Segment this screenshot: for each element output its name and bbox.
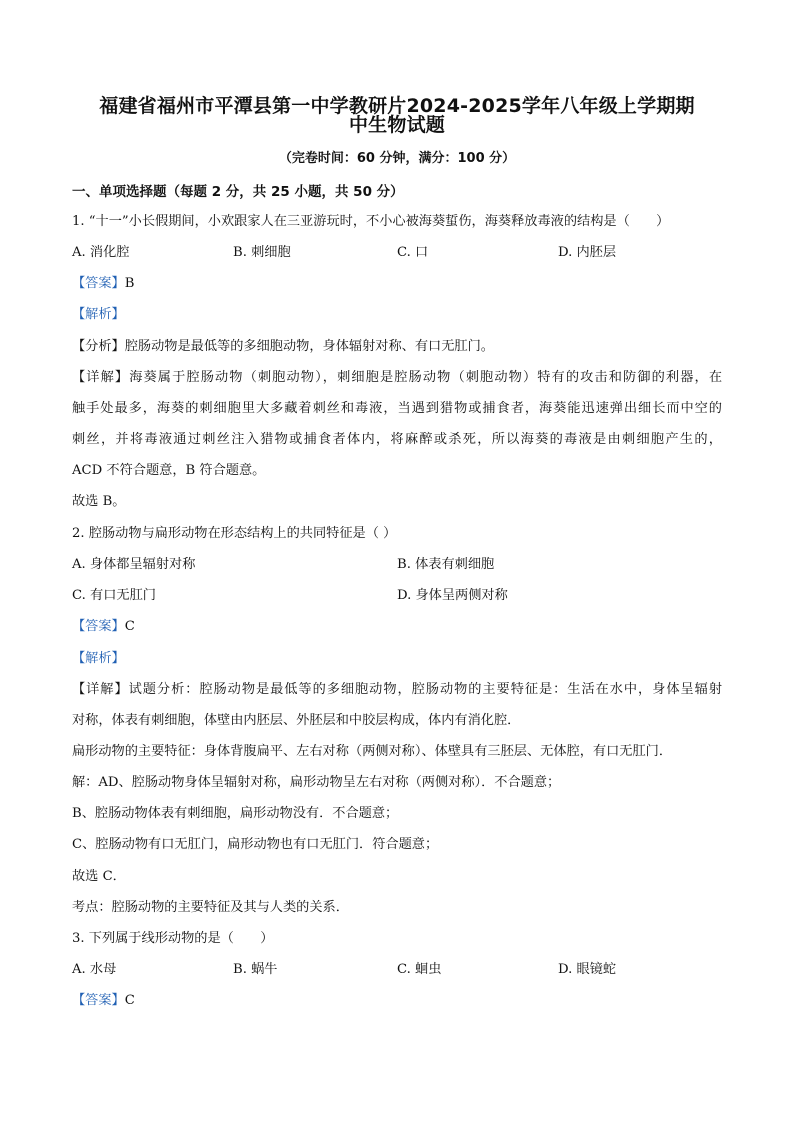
question-1-option-c: C. 口 (397, 245, 429, 260)
detail-text: 试题分析：腔肠动物是最低等的多细胞动物，腔肠动物的主要特征是：生活在水中，身体呈辐射 (128, 682, 722, 697)
question-2-detail-line4: 解：AD、腔肠动物身体呈辐射对称，扁形动物呈左右对称（两侧对称）．不合题意； (72, 775, 561, 790)
question-1-answer (72, 275, 722, 293)
question-2-kaodian: 考点：腔肠动物的主要特征及其与人类的关系． (72, 900, 349, 915)
question-1-detail-line4: ACD 不符合题意，B 符合题意。 (72, 463, 266, 478)
question-1-option-b: B. 刺细胞 (233, 245, 291, 260)
question-2-option-d: D. 身体呈两侧对称 (397, 588, 508, 603)
question-3-option-d: D. 眼镜蛇 (558, 962, 617, 977)
answer-tag: 【答案】 (72, 276, 125, 291)
answer-value: C (124, 993, 135, 1008)
analysis-tag: 【解析】 (72, 651, 125, 666)
question-2-option-b: B. 体表有刺细胞 (397, 557, 495, 572)
question-1-detail-line1 (72, 369, 722, 387)
question-2-conclusion: 故选 C． (72, 869, 126, 884)
question-1-detail-line2: 触手处最多，海葵的刺细胞里大多藏着刺丝和毒液，当遇到猎物或捕食者，海葵能迅速弹出细长而中空的 (72, 401, 722, 416)
answer-tag: 【答案】 (72, 993, 125, 1008)
question-3-option-c: C. 蛔虫 (397, 962, 442, 977)
question-2-option-c: C. 有口无肛门 (72, 588, 156, 603)
question-2-option-a: A. 身体都呈辐射对称 (72, 557, 196, 572)
page-title-line2: 中生物试题 (348, 114, 445, 136)
question-2-stem: 2. 腔肠动物与扁形动物在形态结构上的共同特征是（ ） (72, 526, 397, 541)
question-1-option-d: D. 内胚层 (558, 245, 617, 260)
question-1-option-a: A. 消化腔 (72, 245, 130, 260)
question-2-detail-line5: B、腔肠动物体表有刺细胞，扁形动物没有．不合题意； (72, 806, 399, 821)
detail-text: 海葵属于腔肠动物（刺胞动物），刺细胞是腔肠动物（刺胞动物）特有的攻击和防御的利器，在 (129, 370, 723, 385)
fenxi-tag: 【分析】 (72, 339, 125, 354)
detail-tag: 【详解】 (72, 370, 130, 385)
analysis-tag: 【解析】 (72, 307, 125, 322)
question-3-answer (72, 992, 722, 1010)
page-title-line1: 福建省福州市平潭县第一中学教研片2024-2025学年八年级上学期期 (99, 95, 695, 117)
answer-value: C (124, 619, 135, 634)
fenxi-text: 腔肠动物是最低等的多细胞动物，身体辐射对称、有口无肛门。 (124, 339, 494, 354)
question-2-detail-line2: 对称，体表有刺细胞，体壁由内胚层、外胚层和中胶层构成，体内有消化腔． (72, 713, 521, 728)
question-2-analysis-label (72, 650, 722, 668)
question-2-detail-line6: C、腔肠动物有口无肛门，扁形动物也有口无肛门．符合题意； (72, 837, 439, 852)
exam-info: （完卷时间：60 分钟，满分：100 分） (278, 151, 516, 166)
question-1-conclusion: 故选 B。 (72, 494, 126, 509)
question-3-stem: 3. 下列属于线形动物的是（ ） (72, 931, 274, 946)
answer-value: B (124, 276, 135, 291)
question-3-option-b: B. 蜗牛 (233, 962, 278, 977)
answer-tag: 【答案】 (72, 619, 125, 634)
question-1-detail-line3: 刺丝，并将毒液通过刺丝注入猎物或捕食者体内，将麻醉或杀死，所以海葵的毒液是由刺细胞产生的， (72, 432, 722, 447)
question-2-detail-line3: 扁形动物的主要特征：身体背腹扁平、左右对称（两侧对称）、体壁具有三胚层、无体腔，有口无肛门． (72, 744, 673, 759)
question-1-analysis-label (72, 306, 722, 324)
question-3-option-a: A. 水母 (72, 962, 117, 977)
question-2-answer (72, 618, 722, 636)
question-1-stem: 1. “十一”小长假期间，小欢跟家人在三亚游玩时，不小心被海葵蜇伤，海葵释放毒液的结构是（ ） (72, 214, 670, 229)
section-heading: 一、单项选择题（每题 2 分，共 25 小题，共 50 分） (72, 184, 404, 200)
question-1-fenxi (72, 338, 722, 356)
detail-tag: 【详解】 (72, 682, 129, 697)
question-2-detail-line1 (72, 681, 722, 699)
